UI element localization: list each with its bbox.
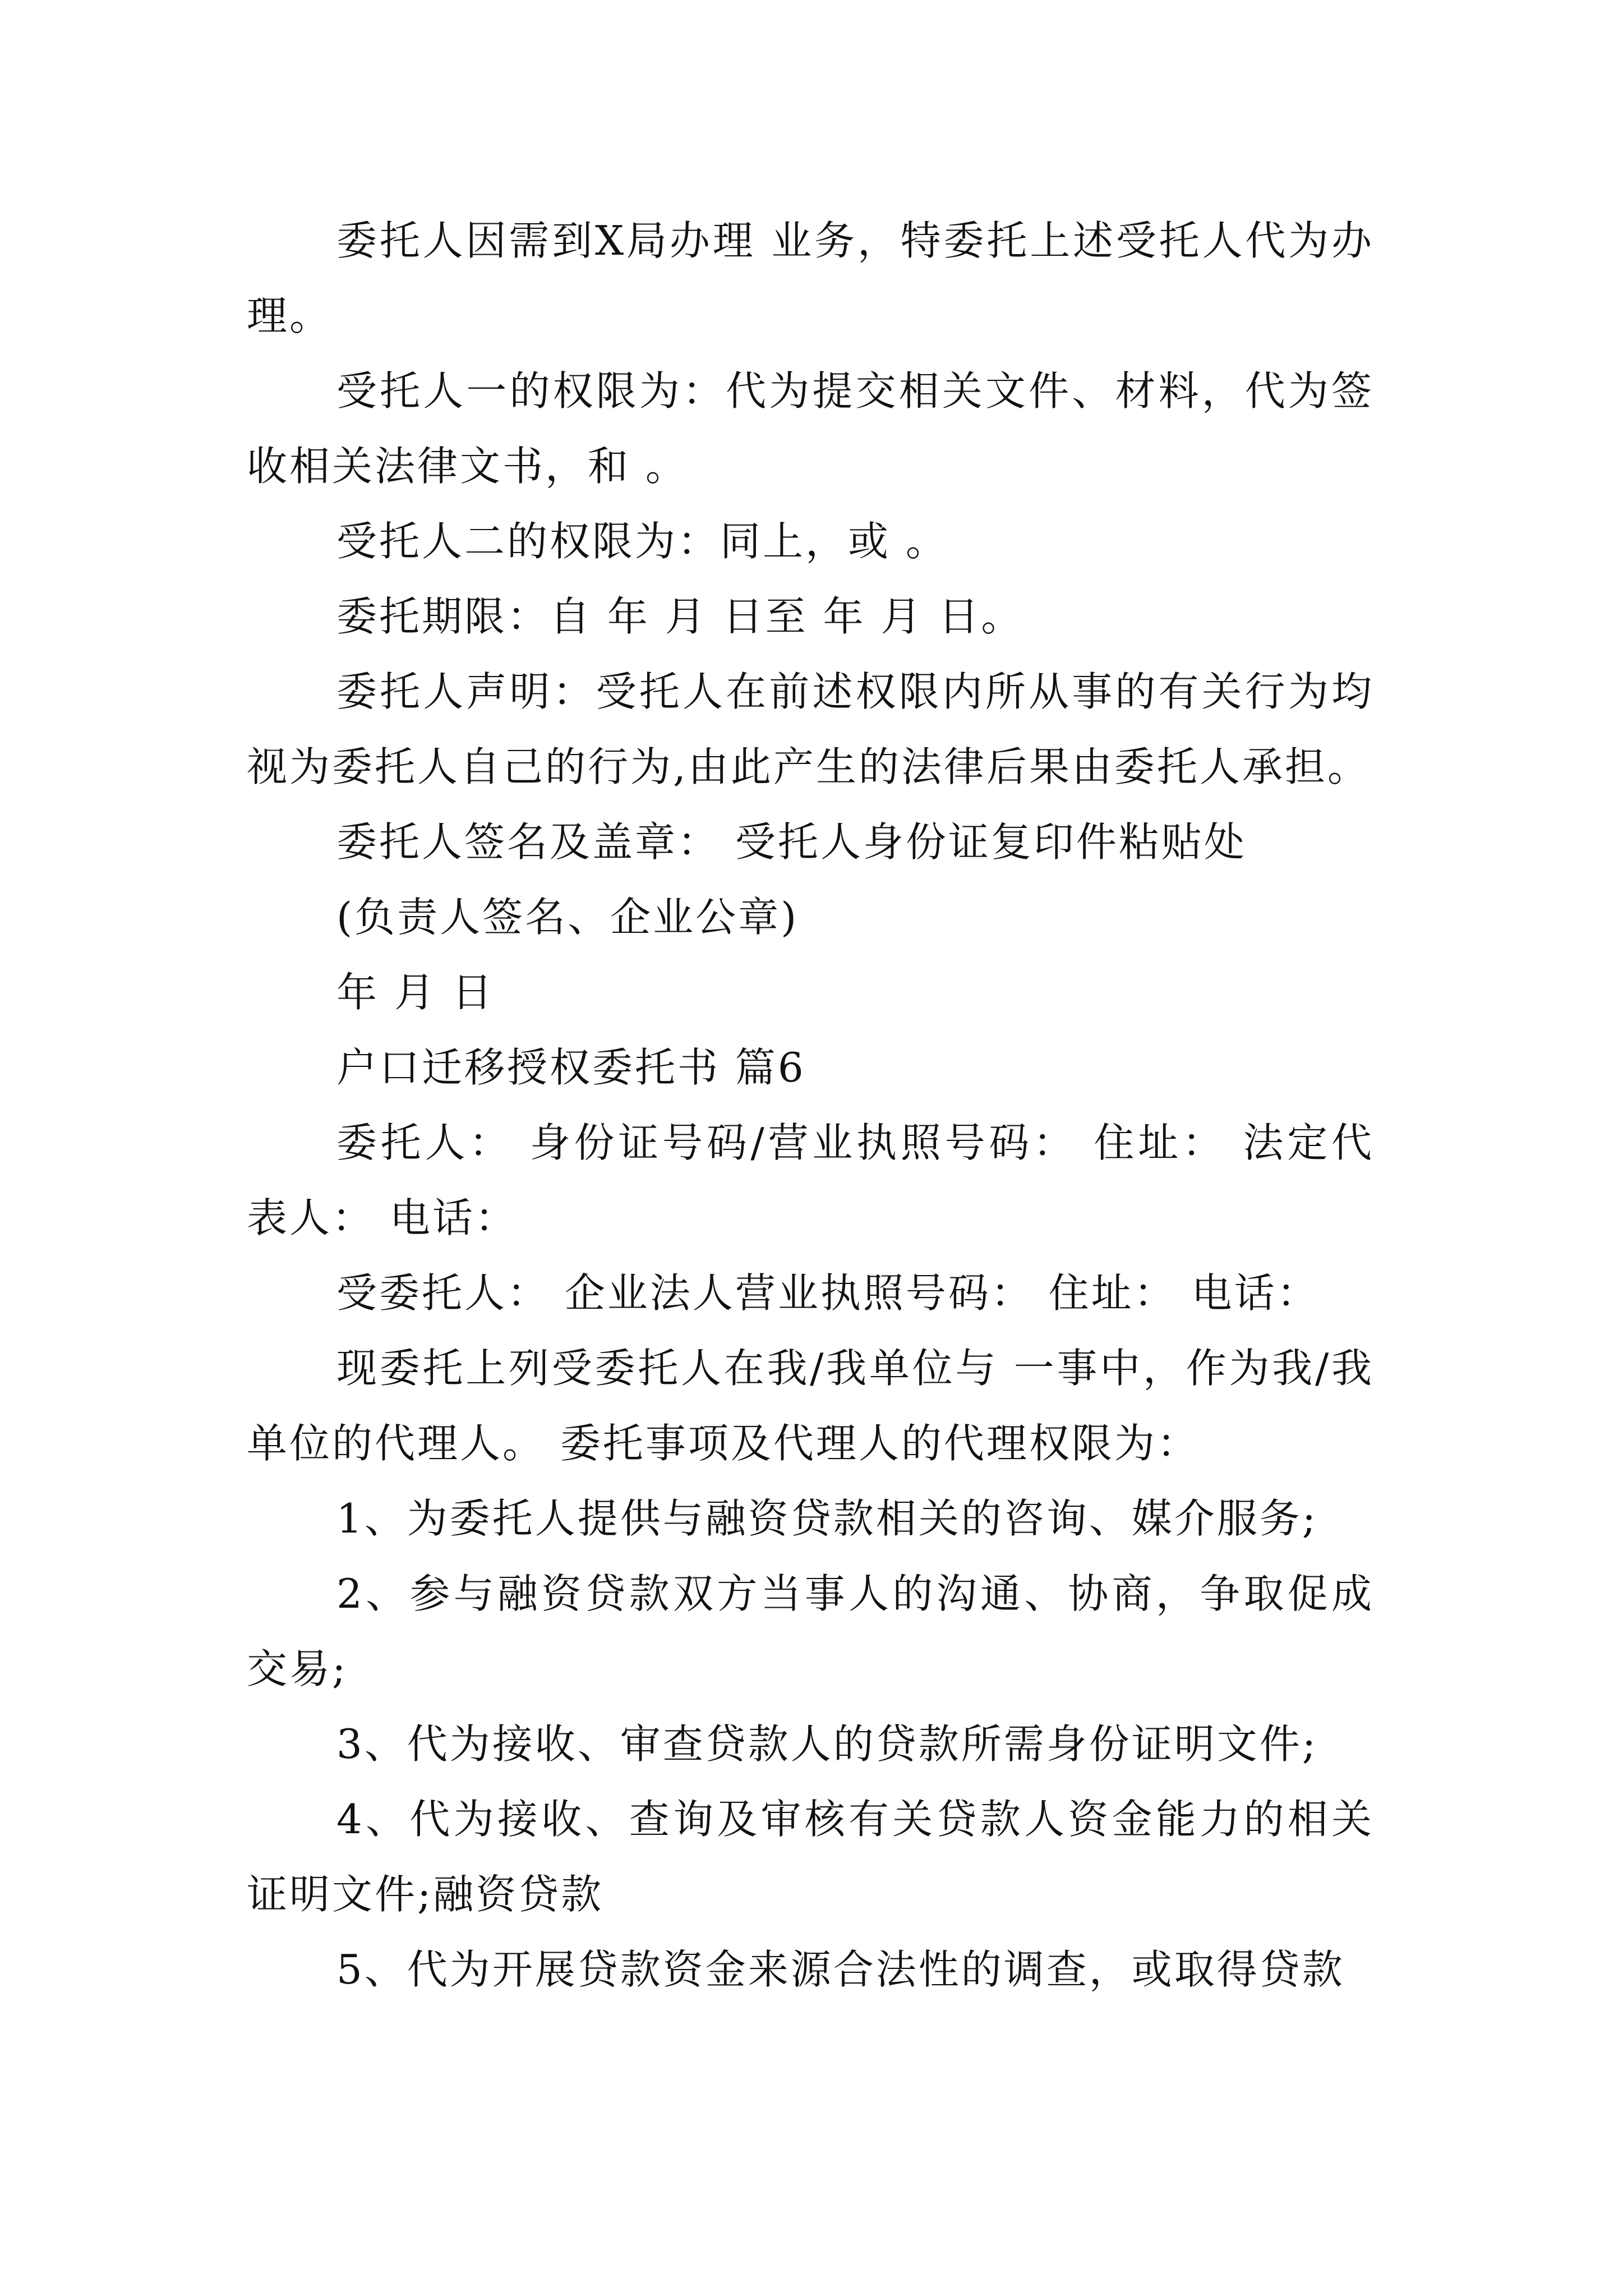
paragraph-entrust-purpose: 委托人因需到X局办理 业务，特委托上述受托人代为办理。 [247, 217, 1374, 339]
paragraph-agent-two-authority: 受托人二的权限为：同上，或 。 [336, 518, 948, 565]
list-item-3: 3、代为接收、审查贷款人的贷款所需身份证明文件; [336, 1720, 1318, 1768]
list-item-5: 5、代为开展贷款资金来源合法性的调查，或取得贷款 [336, 1946, 1345, 1993]
section-heading: 户口迁移授权委托书 篇6 [336, 1044, 806, 1091]
list-item-2: 2、参与融资贷款双方当事人的沟通、协商，争取促成交易; [247, 1570, 1374, 1692]
paragraph-agent-one-authority: 受托人一的权限为：代为提交相关文件、材料，代为签收相关法律文书，和 。 [247, 367, 1374, 490]
list-item-4: 4、代为接收、查询及审核有关贷款人资金能力的相关证明文件;融资贷款 [247, 1796, 1374, 1918]
paragraph-entrust-period: 委托期限：自 年 月 日至 年 月 日。 [336, 593, 1024, 640]
paragraph-seal-note: (负责人签名、企业公章) [336, 894, 799, 941]
paragraph-entrust-scope: 现委托上列受委托人在我/我单位与 一事中，作为我/我单位的代理人。 委托事项及代理人的代理权限为： [247, 1345, 1374, 1467]
paragraph-principal-info: 委托人： 身份证号码/营业执照号码： 住址： 法定代表人： 电话： [247, 1119, 1374, 1241]
document-body [247, 203, 1374, 2007]
paragraph-date-line: 年 月 日 [336, 969, 495, 1016]
paragraph-agent-info: 受委托人： 企业法人营业执照号码： 住址： 电话： [336, 1269, 1320, 1317]
paragraph-signature-line: 委托人签名及盖章： 受托人身份证复印件粘贴处 [336, 818, 1247, 866]
list-item-1: 1、为委托人提供与融资贷款相关的咨询、媒介服务; [336, 1495, 1318, 1542]
paragraph-principal-statement: 委托人声明：受托人在前述权限内所从事的有关行为均视为委托人自己的行为,由此产生的法律后果由委托人承担。 [247, 668, 1374, 790]
